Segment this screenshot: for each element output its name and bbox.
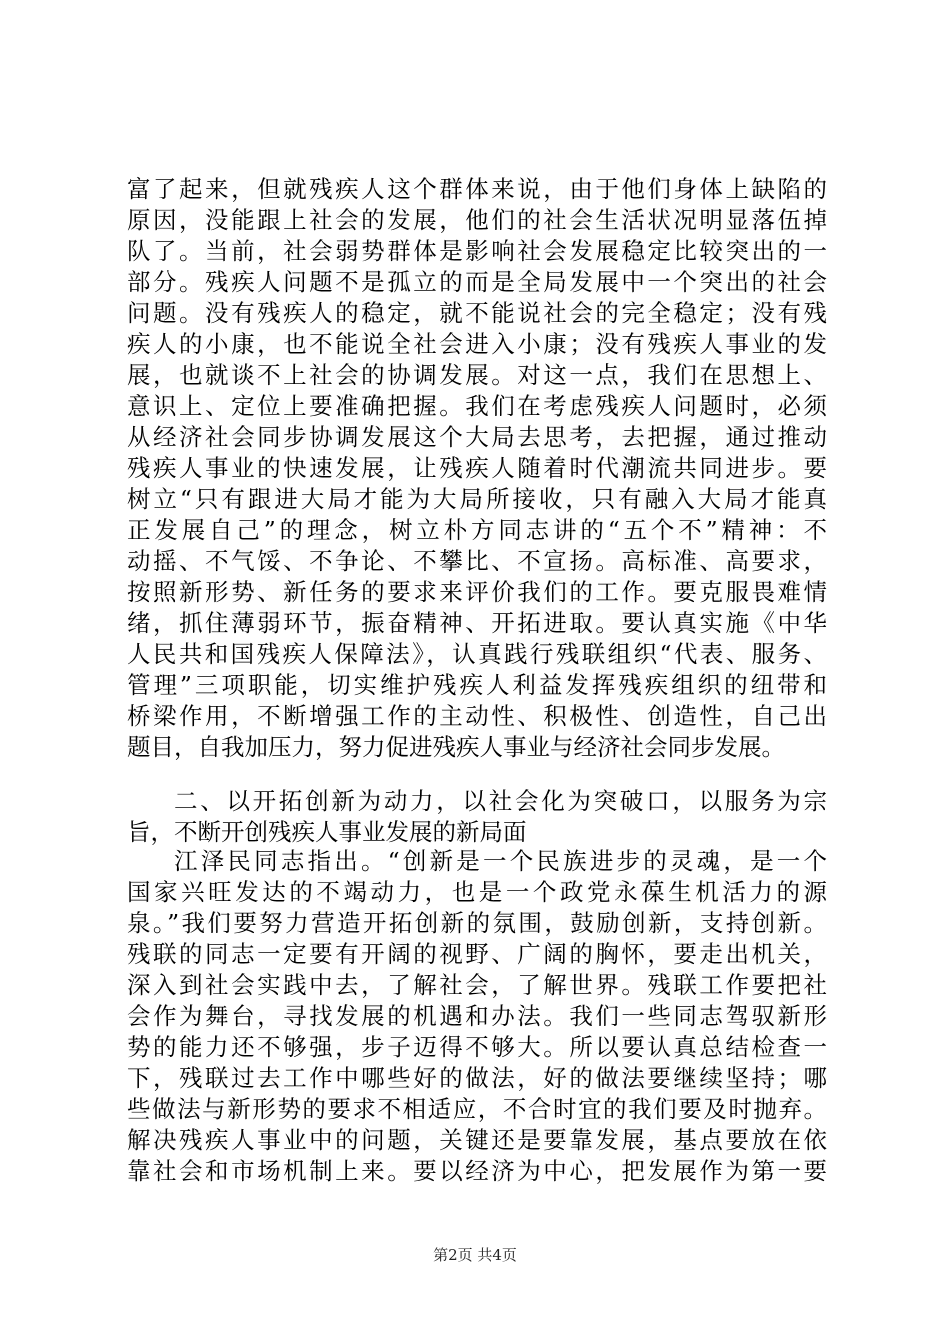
text-line: 动摇、不气馁、不争论、不攀比、不宣扬。高标准、高要求， [127,547,827,575]
text-line: 原因，没能跟上社会的发展，他们的社会生活状况明显落伍掉 [127,206,827,234]
text-line: 国家兴旺发达的不竭动力，也是一个政党永葆生机活力的源 [127,878,827,906]
text-line: 问题。没有残疾人的稳定，就不能说社会的完全稳定；没有残 [127,299,827,327]
text-line: 些做法与新形势的要求不相适应，不合时宜的我们要及时抛弃。 [127,1095,827,1123]
text-line: 深入到社会实践中去，了解社会，了解世界。残联工作要把社 [127,971,827,999]
paragraph [127,846,827,1187]
text-line: 靠社会和市场机制上来。要以经济为中心，把发展作为第一要 [127,1157,827,1185]
heading-line: 旨，不断开创残疾人事业发展的新局面 [127,818,527,846]
heading-line: 二、以开拓创新为动力，以社会化为突破口，以服务为宗 [174,787,827,815]
text-line: 解决残疾人事业中的问题，关键还是要靠发展，基点要放在依 [127,1126,827,1154]
text-line: 绪，抓住薄弱环节，振奋精神、开拓进取。要认真实施《中华 [127,609,827,637]
text-line: 残联的同志一定要有开阔的视野、广阔的胸怀，要走出机关， [127,940,827,968]
text-line: 队了。当前，社会弱势群体是影响社会发展稳定比较突出的一 [127,237,827,265]
text-line: 势的能力还不够强，步子迈得不够大。所以要认真总结检查一 [127,1033,827,1061]
text-line: 泉。”我们要努力营造开拓创新的氛围，鼓励创新，支持创新。 [127,909,827,937]
text-line: 从经济社会同步协调发展这个大局去思考，去把握，通过推动 [127,423,827,451]
page-footer: 第2页 共4页 [433,1246,517,1264]
text-line: 富了起来，但就残疾人这个群体来说，由于他们身体上缺陷的 [127,175,827,203]
text-line: 人民共和国残疾人保障法》，认真践行残联组织“代表、服务、 [127,640,827,668]
text-line: 会作为舞台，寻找发展的机遇和办法。我们一些同志驾驭新形 [127,1002,827,1030]
text-line: 按照新形势、新任务的要求来评价我们的工作。要克服畏难情 [127,578,827,606]
paragraph-continuation [127,174,827,763]
text-line: 残疾人事业的快速发展，让残疾人随着时代潮流共同进步。要 [127,454,827,482]
text-line: 树立“只有跟进大局才能为大局所接收，只有融入大局才能真 [127,485,827,513]
text-line: 管理”三项职能，切实维护残疾人利益发挥残疾组织的纽带和 [127,671,827,699]
text-line: 展，也就谈不上社会的协调发展。对这一点，我们在思想上、 [127,361,827,389]
text-line: 题目，自我加压力，努力促进残疾人事业与经济社会同步发展。 [127,733,785,761]
text-line: 正发展自己”的理念，树立朴方同志讲的“五个不”精神：不 [127,516,827,544]
text-line: 江泽民同志指出。“创新是一个民族进步的灵魂，是一个 [174,847,827,875]
text-line: 意识上、定位上要准确把握。我们在考虑残疾人问题时，必须 [127,392,827,420]
text-line: 部分。残疾人问题不是孤立的而是全局发展中一个突出的社会 [127,268,827,296]
section-heading [127,786,827,848]
text-line: 下，残联过去工作中哪些好的做法，好的做法要继续坚持；哪 [127,1064,827,1092]
text-line: 桥梁作用，不断增强工作的主动性、积极性、创造性，自己出 [127,702,827,730]
text-line: 疾人的小康，也不能说全社会进入小康；没有残疾人事业的发 [127,330,827,358]
